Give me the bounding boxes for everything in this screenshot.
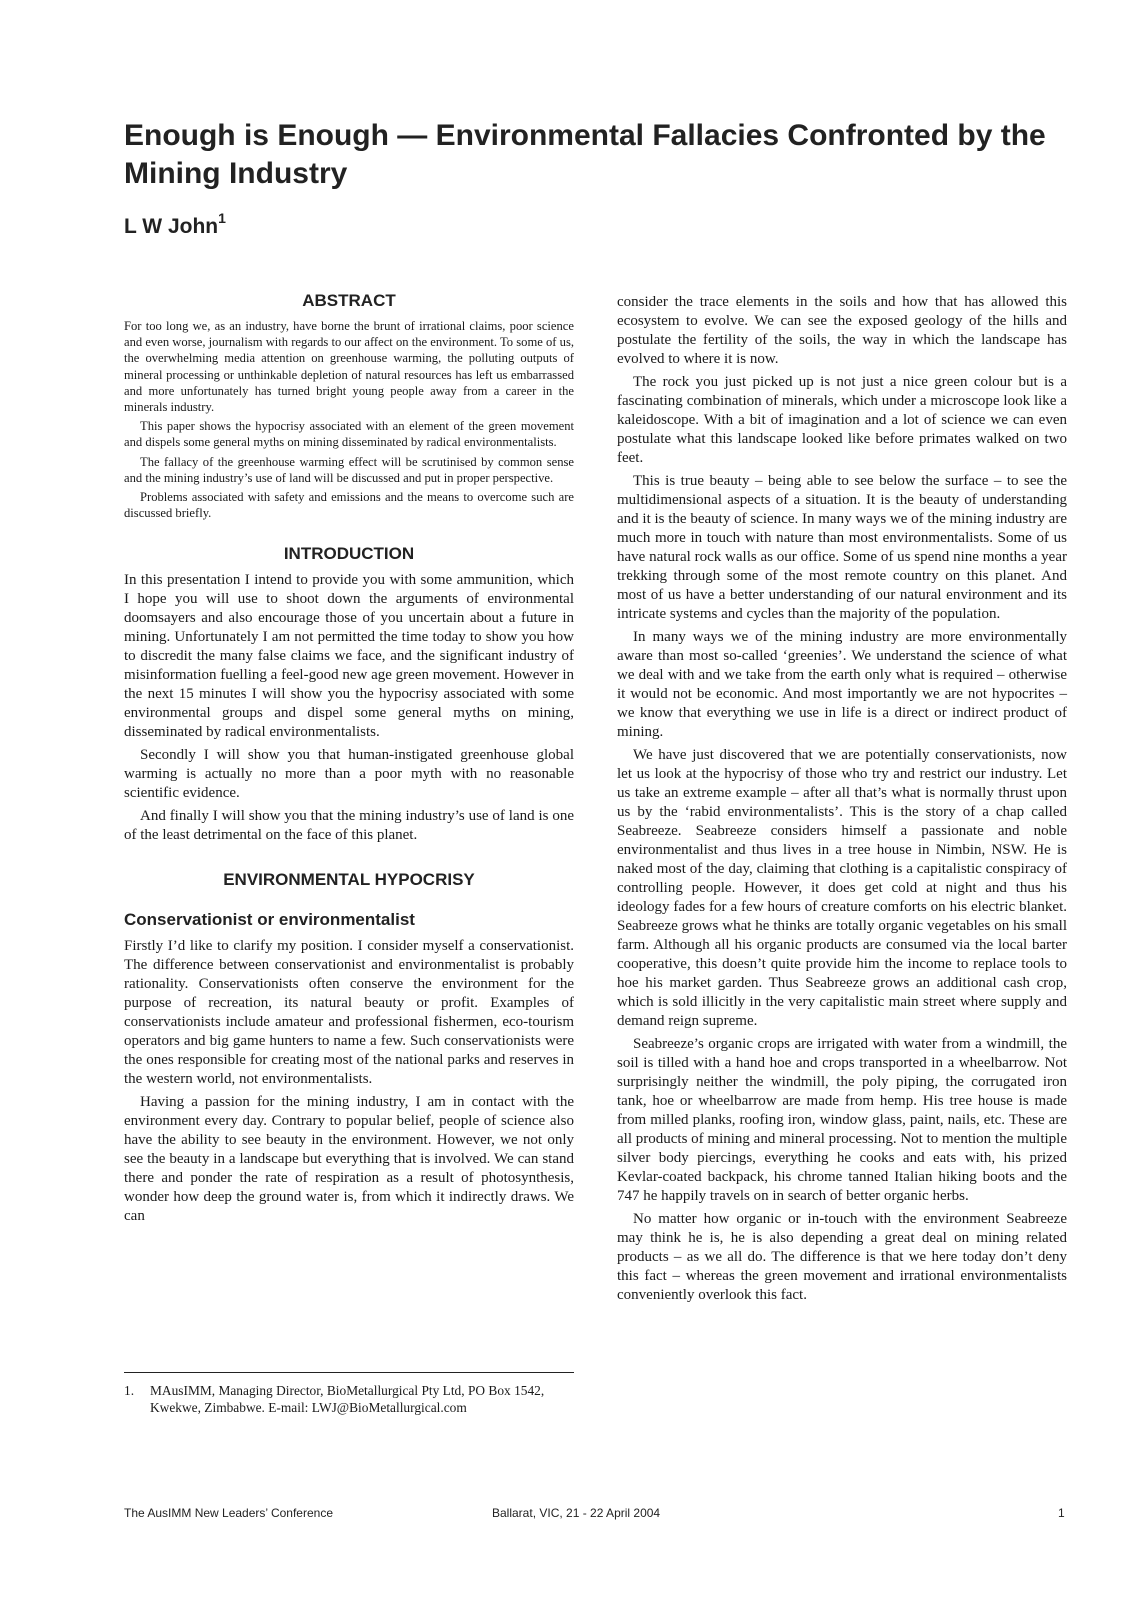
body-paragraph: Firstly I’d like to clarify my position. I consider myself a conservationist. The difference between conservationist and environmentalist is probably rationality. Conservationists often conserve the environment for the purpose of recreation, its natural beauty or profit. Examples of conservationists include amateur and professional fishermen, eco-tourism operators and big game hunters to name a few. Such conservationists were the ones responsible for creating most of the national parks and reserves in the western world, not environmentalists. [124,938,574,1088]
left-column [124,290,574,1226]
introduction-body [124,571,574,845]
paper-title: Enough is Enough — Environmental Fallacies Confronted by the Mining Industry [124,119,1046,190]
body-paragraph: No matter how organic or in-touch with the environment Seabreeze may think he is, he is also depending a great deal on mining related products – as we all do. The difference is that we here today don’t deny this fact – whereas the green movement and irrational environmentalists conveniently overlook this fact. [617,1211,1067,1303]
footer-conference: The AusIMM New Leaders’ Conference [124,1506,333,1520]
body-paragraph: Having a passion for the mining industry, I am in contact with the environment every day. Contrary to popular belief, people of science also have the ability to see beauty in the environment. However, we not only see the beauty in a landscape but everything that is involved. We can stand there and ponder the rate of respiration as a result of photosynthesis, wonder how deep the ground water is, from which it indirectly draws. We can [124,1094,574,1225]
footer-location-date: Ballarat, VIC, 21 - 22 April 2004 [492,1506,661,1520]
body-paragraph: Seabreeze’s organic crops are irrigated with water from a windmill, the soil is tilled with a hand hoe and crops transported in a wheelbarrow. Not surprisingly neither the windmill, the poly piping, the corrugated iron tank, hoe or wheelbarrow are made from hemp. His tree house is made from milled planks, roofing iron, window glass, paint, nails, etc. These are all products of mining and mineral processing. Not to mention the multiple silver body piercings, everything he cooks and eats with, his prized Kevlar-coated backpack, his chrome tanned Italian hiking boots and the 747 he happily travels on in search of better organic herbs. [617,1036,1067,1204]
footnote [124,1382,574,1416]
right-column [617,293,1067,1305]
body-paragraph: consider the trace elements in the soils and how that has allowed this ecosystem to evolve. We can see the exposed geology of the hills and postulate the fertility of the soils, the way in which the landscape has evolved to where it is now. [617,294,1067,367]
hypocrisy-body-left [124,937,574,1226]
body-paragraph: Secondly I will show you that human-instigated greenhouse global warming is actually no more than a poor myth with no reasonable scientific evidence. [124,747,574,802]
introduction-heading: INTRODUCTION [283,544,415,564]
page-number: 1 [1058,1506,1065,1520]
footnote-divider [124,1372,574,1373]
body-paragraph: In many ways we of the mining industry are more environmentally aware than most so-called ‘greenies’. We understand the science of what we deal with and we take from the earth only what is required – otherwise it would not be economic. And most importantly we are not hypocrites – we know that everything we use in life is a direct or indirect product of mining. [617,629,1067,740]
author-footnote-mark: 1 [218,210,226,226]
body-paragraph: We have just discovered that we are potentially conservationists, now let us look at the hypocrisy of those who try and restrict our industry. Let us take an extreme example – after all that’s what is normally thrust upon us by the ‘rabid environmentalists’. This is the story of a chap called Seabreeze. Seabreeze considers himself a passionate and noble environmentalist and thus lives in a tree house in Nimbin, NSW. He is naked most of the day, claiming that clothing is a capitalistic conspiracy of controlling people. However, it does get cold at night and thus his ideology fades for a few hours of creature comforts on his electric blanket. Seabreeze grows what he thinks are totally organic vegetables on his small farm. Although all his organic products are consumed via the local barter cooperative, this doesn’t quite provide him the income to replace tools to hoe his market garden. Thus Seabreeze grows an additional cash crop, which is sold illicitly in the very capitalistic main street where supply and demand reign supreme. [617,747,1067,1029]
footnote-number: 1. [124,1383,135,1398]
abstract-paragraph: For too long we, as an industry, have borne the brunt of irrational claims, poor science and even worse, journalism with regards to our affect on the environment. To some of us, the overwhelming media attention on greenhouse warming, the polluting outputs of mineral processing or unthinkable depletion of natural resources has left us embarrassed and more unfortunately has turned bright young people away from a career in the minerals industry. [124,319,574,415]
author-name: L W John [124,215,219,238]
hypocrisy-heading: ENVIRONMENTAL HYPOCRISY [223,870,475,890]
body-paragraph: In this presentation I intend to provide you with some ammunition, which I hope you will use to shoot down the arguments of environmental doomsayers and also encourage those of you uncertain about a future in mining. Unfortunately I am not permitted the time today to show you how to discredit the many false claims we face, and the significant industry of misinformation fuelling a feel-good new age green movement. However in the next 15 minutes I will show you the hypocrisy associated with some environmental groups and dispel some general myths on mining, disseminated by radical environmentalists. [124,572,574,741]
abstract-paragraph: Problems associated with safety and emissions and the means to overcome such are discussed briefly. [124,490,574,521]
hypocrisy-subheading: Conservationist or environmentalist [124,910,415,930]
abstract-paragraph: The fallacy of the greenhouse warming effect will be scrutinised by common sense and the mining industry’s use of land will be discussed and put in proper perspective. [124,454,574,485]
body-paragraph: And finally I will show you that the mining industry’s use of land is one of the least detrimental on the face of this planet. [124,808,574,844]
body-paragraph: This is true beauty – being able to see below the surface – to see the multidimensional aspects of a situation. It is the beauty of understanding and it is the beauty of science. In many ways we of the mining industry are much more in touch with nature than most environmentalists. Some of us have natural rock walls as our office. Some of us spend nine months a year trekking through some of the most remote country on this planet. And most of us have a better understanding of our natural environment and its intricate systems and cycles than the majority of the population. [617,473,1067,622]
abstract-heading: ABSTRACT [302,291,396,310]
body-paragraph: The rock you just picked up is not just a nice green colour but is a fascinating combination of minerals, which under a microscope look like a kaleidoscope. With a bit of imagination and a lot of science we can even postulate what this landscape looked like before primates walked on two feet. [617,374,1067,466]
abstract-body [124,318,574,521]
footnote-text: MAusIMM, Managing Director, BioMetallurgical Pty Ltd, PO Box 1542, Kwekwe, Zimbabwe. E-mail: LWJ@BioMetallurgical.com [150,1383,545,1415]
author-line [124,206,226,241]
abstract-paragraph: This paper shows the hypocrisy associated with an element of the green movement and dispels some general myths on mining disseminated by radical environmentalists. [124,419,574,450]
